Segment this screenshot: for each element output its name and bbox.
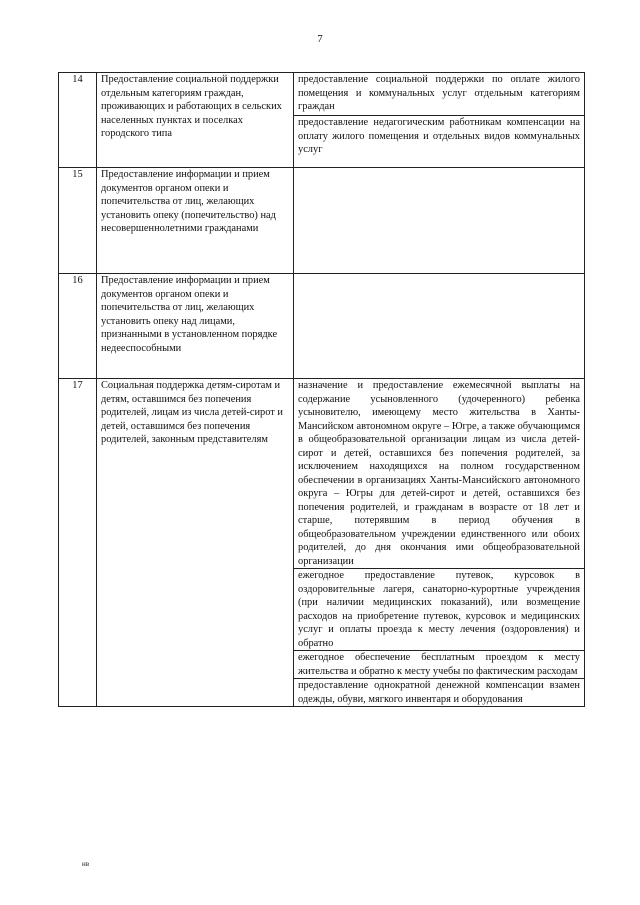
row-number: 17 <box>59 379 97 707</box>
subservice-cell <box>294 73 585 168</box>
page-number: 7 <box>317 33 323 45</box>
table-row <box>59 379 585 707</box>
service-name: Предоставление социальной поддержки отдельным категориям граждан, проживающих и работающих в сельских населенных пунктах и поселках городского типа <box>97 73 294 168</box>
row-number: 16 <box>59 274 97 379</box>
subservice-cell <box>294 379 585 707</box>
subservice-item: ежегодное предоставление путевок, курсовок в оздоровительные лагеря, санаторно-курортные учреждения (при наличии медицинских показаний), или возмещение расходов на приобретение путевок, курсовок и медицинских услуг и оплаты проезда к месту лечения (оздоровления) и обратно <box>298 570 580 649</box>
service-name: Социальная поддержка детям-сиротам и детям, оставшимся без попечения родителей, лицам из числа детей-сирот и детей, оставшимся без попечения родителей, законным представителям <box>97 379 294 707</box>
services-table <box>58 72 585 707</box>
subservice-item: ежегодное обеспечение бесплатным проездом к месту жительства и обратно к месту учебы по фактическим расходам <box>298 652 580 677</box>
subservice-item: предоставление недагогическим работникам компенсации на оплату жилого помещения и отдельных видов коммунальных услуг <box>298 117 580 155</box>
row-number: 15 <box>59 168 97 274</box>
row-number: 14 <box>59 73 97 168</box>
footer-mark: нв <box>82 860 90 868</box>
subservice-item: предоставление социальной поддержки по оплате жилого помещения и коммунальных услуг отдельным категориям граждан <box>298 74 580 112</box>
subservice-item: назначение и предоставление ежемесячной выплаты на содержание усыновленного (удочеренного) ребенка усыновителю, имеющему место жительства в Ханты-Мансийском автономном округе – Югре, а также обучающимся в общеобразовательной организации лицам из числа детей-сирот и детей, оставшихся без попечения родителей, за исключением находящихся на полном государственном обеспечении в организациях Ханты-Мансийского автономного округа – Югры для детей-сирот и детей, оставшихся без попечения родителей, и гражданам в возрасте от 18 лет и старше, потерявшим в период обучения в общеобразовательном учреждении единственного или обоих родителей, до дня окончания ими общеобразовательной организации <box>298 380 580 567</box>
service-name: Предоставление информации и прием документов органом опеки и попечительства от лиц, желающих установить опеку (попечительство) над несовершеннолетними гражданами <box>97 168 294 274</box>
service-name: Предоставление информации и прием документов органом опеки и попечительства от лиц, желающих установить опеку над лицами, признанными в установленном порядке недееспособными <box>97 274 294 379</box>
subservice-cell <box>294 274 585 379</box>
subservice-item: предоставление однократной денежной компенсации взамен одежды, обуви, мягкого инвентаря и оборудования <box>298 680 580 705</box>
subservice-cell <box>294 168 585 274</box>
table-row <box>59 274 585 379</box>
table-row <box>59 168 585 274</box>
table-row <box>59 73 585 168</box>
